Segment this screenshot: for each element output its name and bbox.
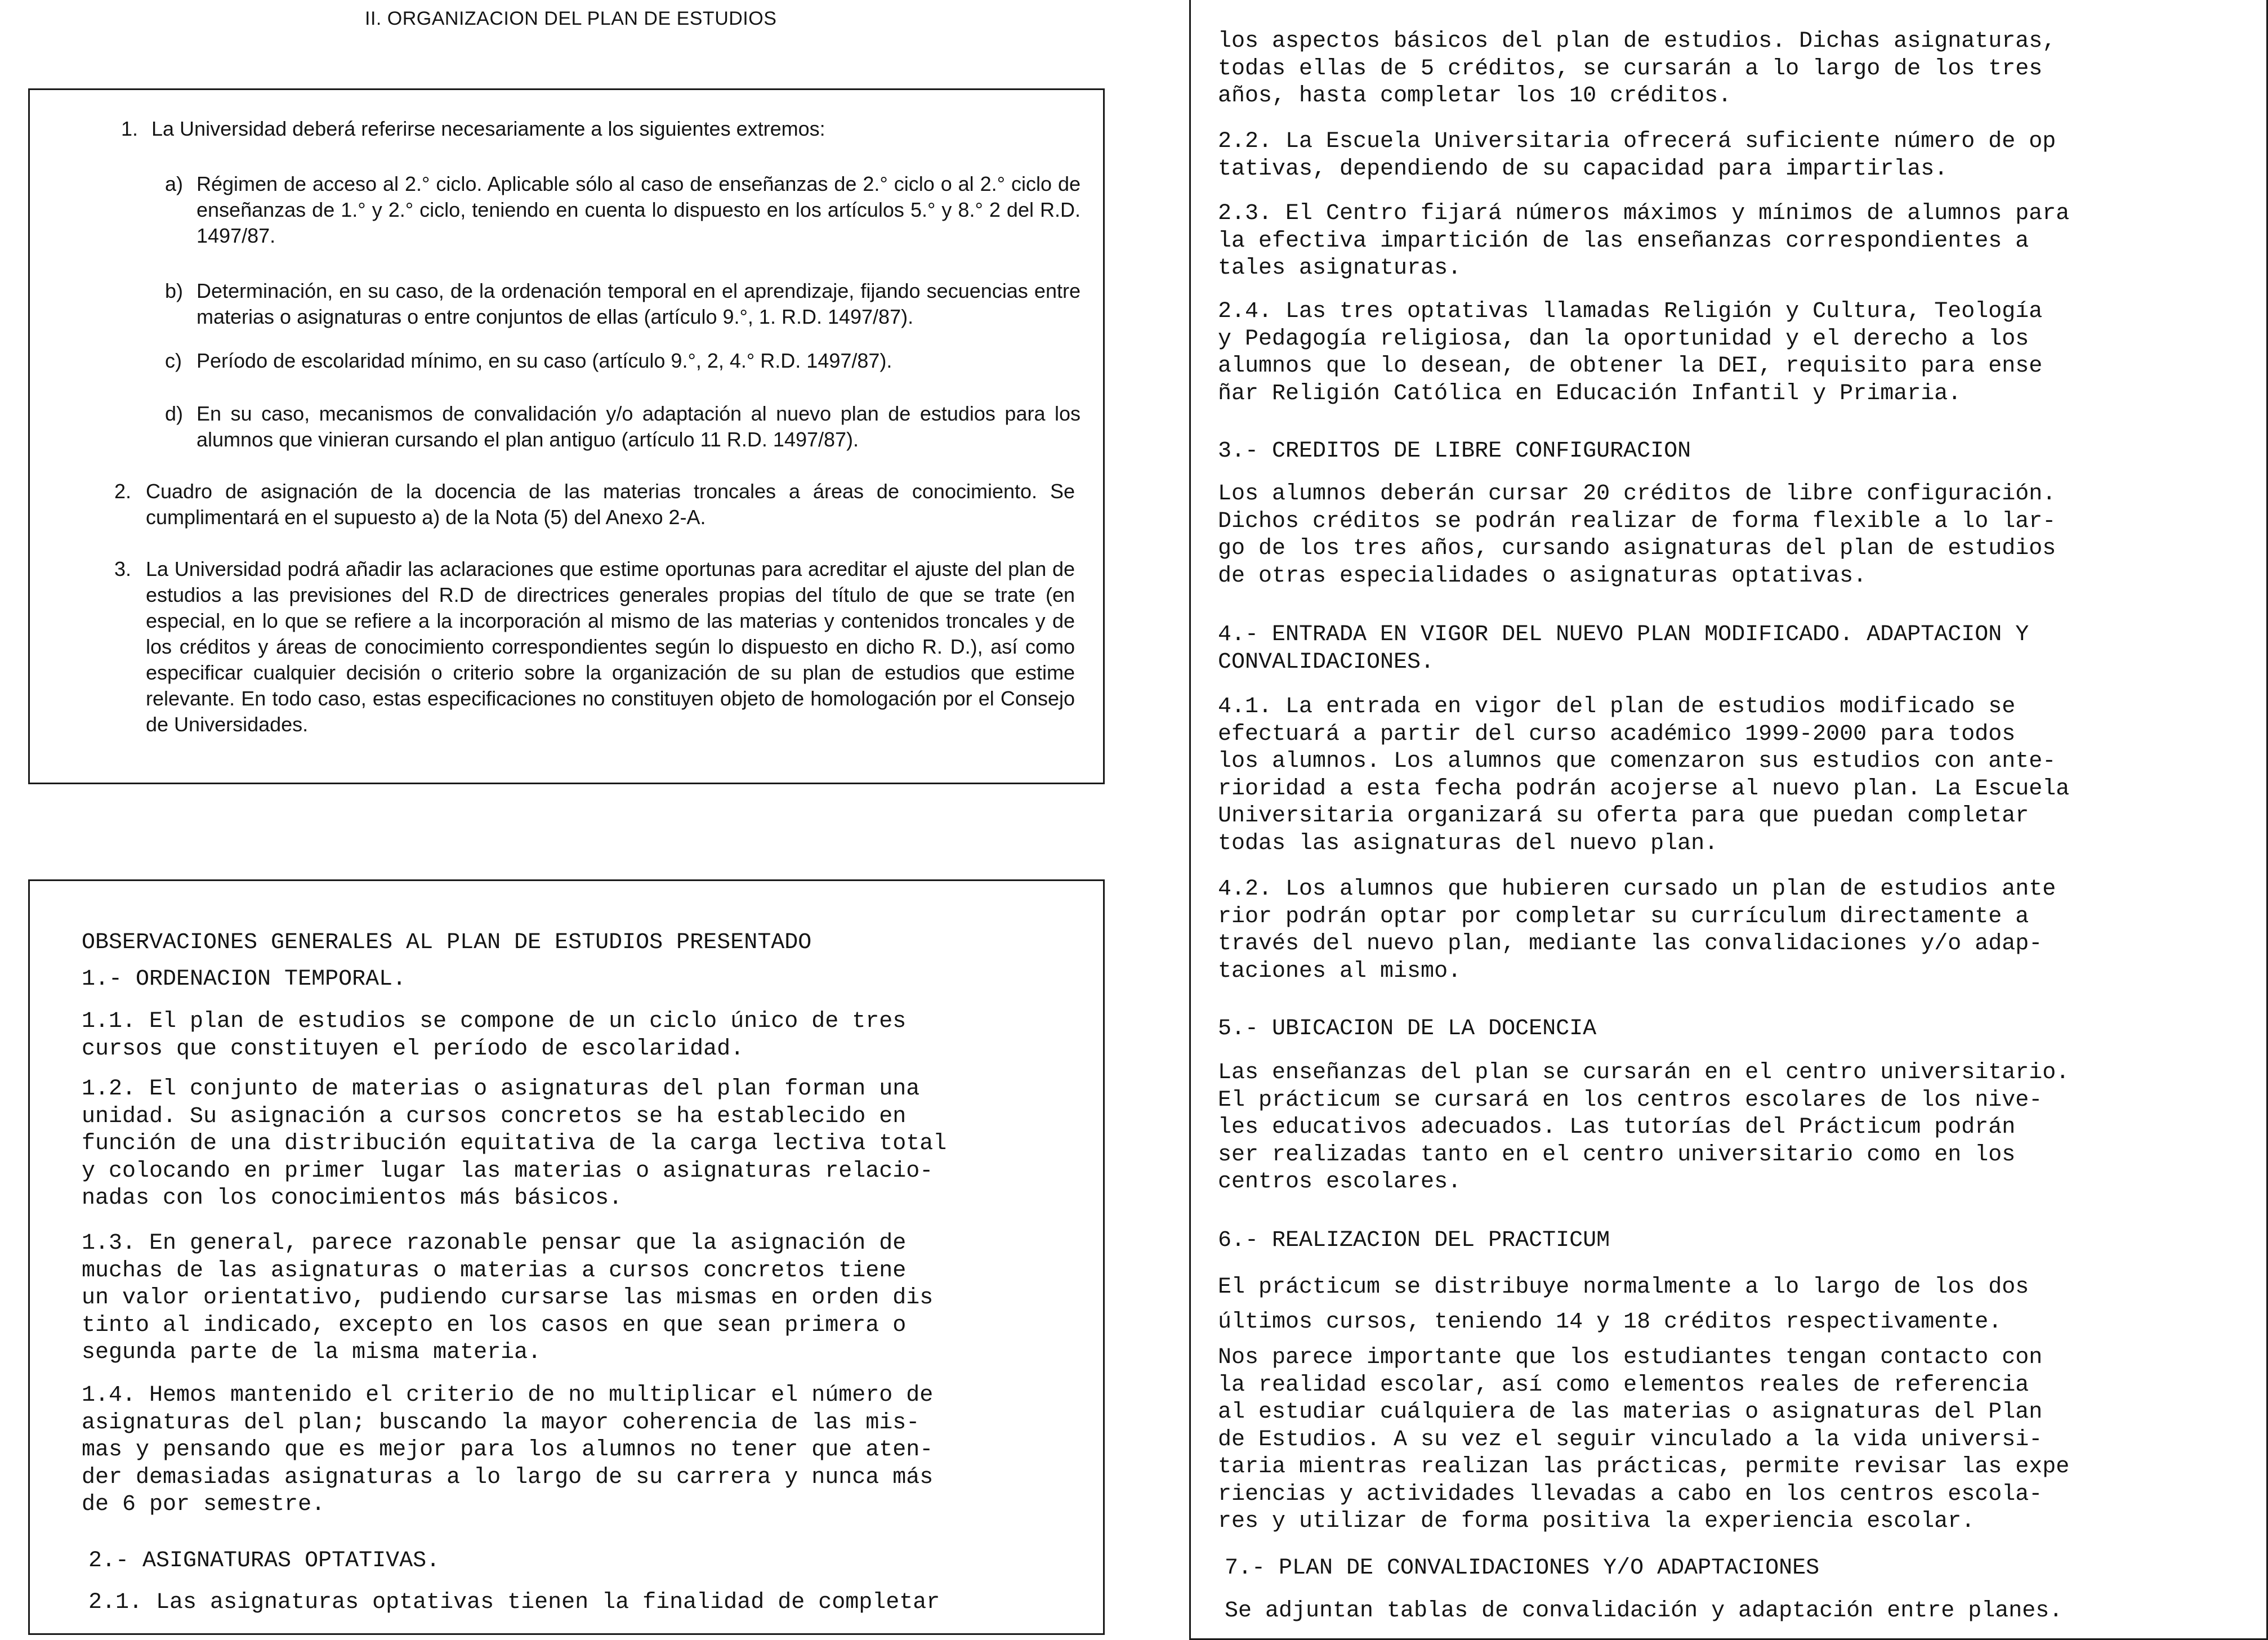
instruction-item-a: a) Régimen de acceso al 2.° ciclo. Aplicable sólo al caso de enseñanzas de 2.° ciclo o al 2.° ciclo de enseñanzas de 1.° y 2.° ciclo, teniendo en cuenta lo dispuesto en los artículos 5.° y 8.° 2 del R.D. 1497/87. xyxy=(165,172,1081,247)
instruction-item-2: 2. Cuadro de asignación de la docencia de las materias troncales a áreas de conocimiento. Se cumplimentará en el supuesto a) de la Nota (5) del Anexo 2-A. xyxy=(114,480,1075,529)
paragraph-2-1-continued: los aspectos básicos del plan de estudios. Dichas asignaturas, todas ellas de 5 créditos, se cursarán a lo largo de los tres años, hasta completar los 10 créditos. xyxy=(1218,29,2056,109)
observations-title: OBSERVACIONES GENERALES AL PLAN DE ESTUDIOS PRESENTADO xyxy=(82,930,812,955)
section-7-heading: 7.- PLAN DE CONVALIDACIONES Y/O ADAPTACIONES xyxy=(1225,1556,1820,1581)
paragraph-6b: Nos parece importante que los estudiantes tengan contacto con la realidad escolar, así como elementos reales de referencia al estudiar cuálquiera de las materias o asignaturas del Plan de Estudios. A su vez el seguir vinculado a la vida universi- taria mientras realizan las prácticas, permite revisar las expe riencias y actividades llevadas a cabo en los centros escola- res y utilizar de forma positiva la experiencia escolar. xyxy=(1218,1345,2070,1534)
section-1-heading: 1.- ORDENACION TEMPORAL. xyxy=(82,967,407,992)
instructions-box xyxy=(28,88,1105,784)
section-3-heading: 3.- CREDITOS DE LIBRE CONFIGURACION xyxy=(1218,439,1691,464)
paragraph-1-2: 1.2. El conjunto de materias o asignaturas del plan forman una unidad. Su asignación a cursos concretos se ha establecido en función de una distribución equitativa de la carga lectiva total y colocando en primer lugar las materias o asignaturas relacio- nadas con los conocimientos más básicos. xyxy=(82,1076,947,1211)
paragraph-4-1: 4.1. La entrada en vigor del plan de estudios modificado se efectuará a partir del curso académico 1999-2000 para todos los alumnos. Los alumnos que comenzaron sus estudios con ante- rioridad a esta fecha podrán acojerse al nuevo plan. La Escuela Universitaria organizará su oferta para que puedan completar todas las asignaturas del nuevo plan. xyxy=(1218,694,2070,856)
paragraph-3: Los alumnos deberán cursar 20 créditos de libre configuración. Dichos créditos se podrán realizar de forma flexible a lo lar- go de los tres años, cursando asignaturas del plan de estudios de otras especialidades o asignaturas optativas. xyxy=(1218,481,2056,589)
paragraph-4-2: 4.2. Los alumnos que hubieren cursado un plan de estudios ante rior podrán optar por completar su currículum directamente a través del nuevo plan, mediante las convalidaciones y/o adap- taciones al mismo. xyxy=(1218,877,2056,984)
instruction-item-d: d) En su caso, mecanismos de convalidación y/o adaptación al nuevo plan de estudios para los alumnos que vinieran cursando el plan antiguo (artículo 11 R.D. 1497/87). xyxy=(165,402,1081,451)
section-5-heading: 5.- UBICACION DE LA DOCENCIA xyxy=(1218,1016,1597,1042)
paragraph-5: Las enseñanzas del plan se cursarán en el centro universitario. El prácticum se cursará en los centros escolares de los nive- les educativos adecuados. Las tutorías del Prácticum podrán ser realizadas tanto en el centro universitario como en los centros escolares. xyxy=(1218,1060,2070,1195)
paragraph-1-3: 1.3. En general, parece razonable pensar que la asignación de muchas de las asignaturas o materias a cursos concretos tiene un valor orientativo, pudiendo cursarse las mismas en orden dis tinto al indicado, excepto en los casos en que sean primera o segunda parte de la misma materia. xyxy=(82,1231,934,1365)
instruction-item-b: b) Determinación, en su caso, de la ordenación temporal en el aprendizaje, fijando secuencias entre materias o asignaturas o entre conjuntos de ellas (artículo 9.°, 1. R.D. 1497/87). xyxy=(165,279,1081,328)
paragraph-2-2: 2.2. La Escuela Universitaria ofrecerá suficiente número de op tativas, dependiendo de su capacidad para impartirlas. xyxy=(1218,129,2056,182)
section-4-heading: 4.- ENTRADA EN VIGOR DEL NUEVO PLAN MODIFICADO. ADAPTACION Y CONVALIDACIONES. xyxy=(1218,622,2029,675)
instruction-item-1: 1. La Universidad deberá referirse necesariamente a los siguientes extremos: xyxy=(121,117,825,140)
paragraph-2-3: 2.3. El Centro fijará números máximos y mínimos de alumnos para la efectiva impartición de las enseñanzas correspondientes a tales asignaturas. xyxy=(1218,201,2070,281)
paragraph-6a: El prácticum se distribuye normalmente a lo largo de los dos últimos cursos, teniendo 14 y 18 créditos respectivamente. xyxy=(1218,1275,2029,1335)
paragraph-1-1: 1.1. El plan de estudios se compone de un ciclo único de tres cursos que constituyen el período de escolaridad. xyxy=(82,1009,907,1062)
section-heading: II. ORGANIZACION DEL PLAN DE ESTUDIOS xyxy=(365,8,777,29)
instruction-item-3: 3. La Universidad podrá añadir las aclaraciones que estime oportunas para acreditar el ajuste del plan de estudios a las previsiones del R.D de directrices generales propias del título de que se trate (en especial, en lo que se refiere a la incorporación al mismo de las materias y contenidos troncales y de los créditos y áreas de conocimiento correspondientes según lo dispuesto en dicho R. D.), así como especificar cualquier decisión o criterio sobre la organización de su plan de estudios que estime relevante. En todo caso, estas especificaciones no constituyen objeto de homologación por el Consejo de Universidades. xyxy=(114,557,1075,736)
paragraph-2-1: 2.1. Las asignaturas optativas tienen la finalidad de completar xyxy=(88,1590,940,1615)
section-2-heading: 2.- ASIGNATURAS OPTATIVAS. xyxy=(88,1548,440,1574)
right-column-box xyxy=(1189,0,2268,1640)
paragraph-1-4: 1.4. Hemos mantenido el criterio de no multiplicar el número de asignaturas del plan; buscando la mayor coherencia de las mis- mas y pensando que es mejor para los alumnos no tener que aten- der demasiadas asignaturas a lo largo de su carrera y nunca más de 6 por semestre. xyxy=(82,1383,934,1517)
paragraph-7: Se adjuntan tablas de convalidación y adaptación entre planes. xyxy=(1225,1598,2063,1624)
paragraph-2-4: 2.4. Las tres optativas llamadas Religión y Cultura, Teología y Pedagogía religiosa, dan la oportunidad y el derecho a los alumnos que lo desean, de obtener la DEI, requisito para ense ñar Religión Católica en Educación Infantil y Primaria. xyxy=(1218,299,2043,406)
section-6-heading: 6.- REALIZACION DEL PRACTICUM xyxy=(1218,1228,1610,1253)
observations-box xyxy=(28,879,1105,1635)
instruction-item-c: c) Período de escolaridad mínimo, en su caso (artículo 9.°, 2, 4.° R.D. 1497/87). xyxy=(165,349,892,372)
